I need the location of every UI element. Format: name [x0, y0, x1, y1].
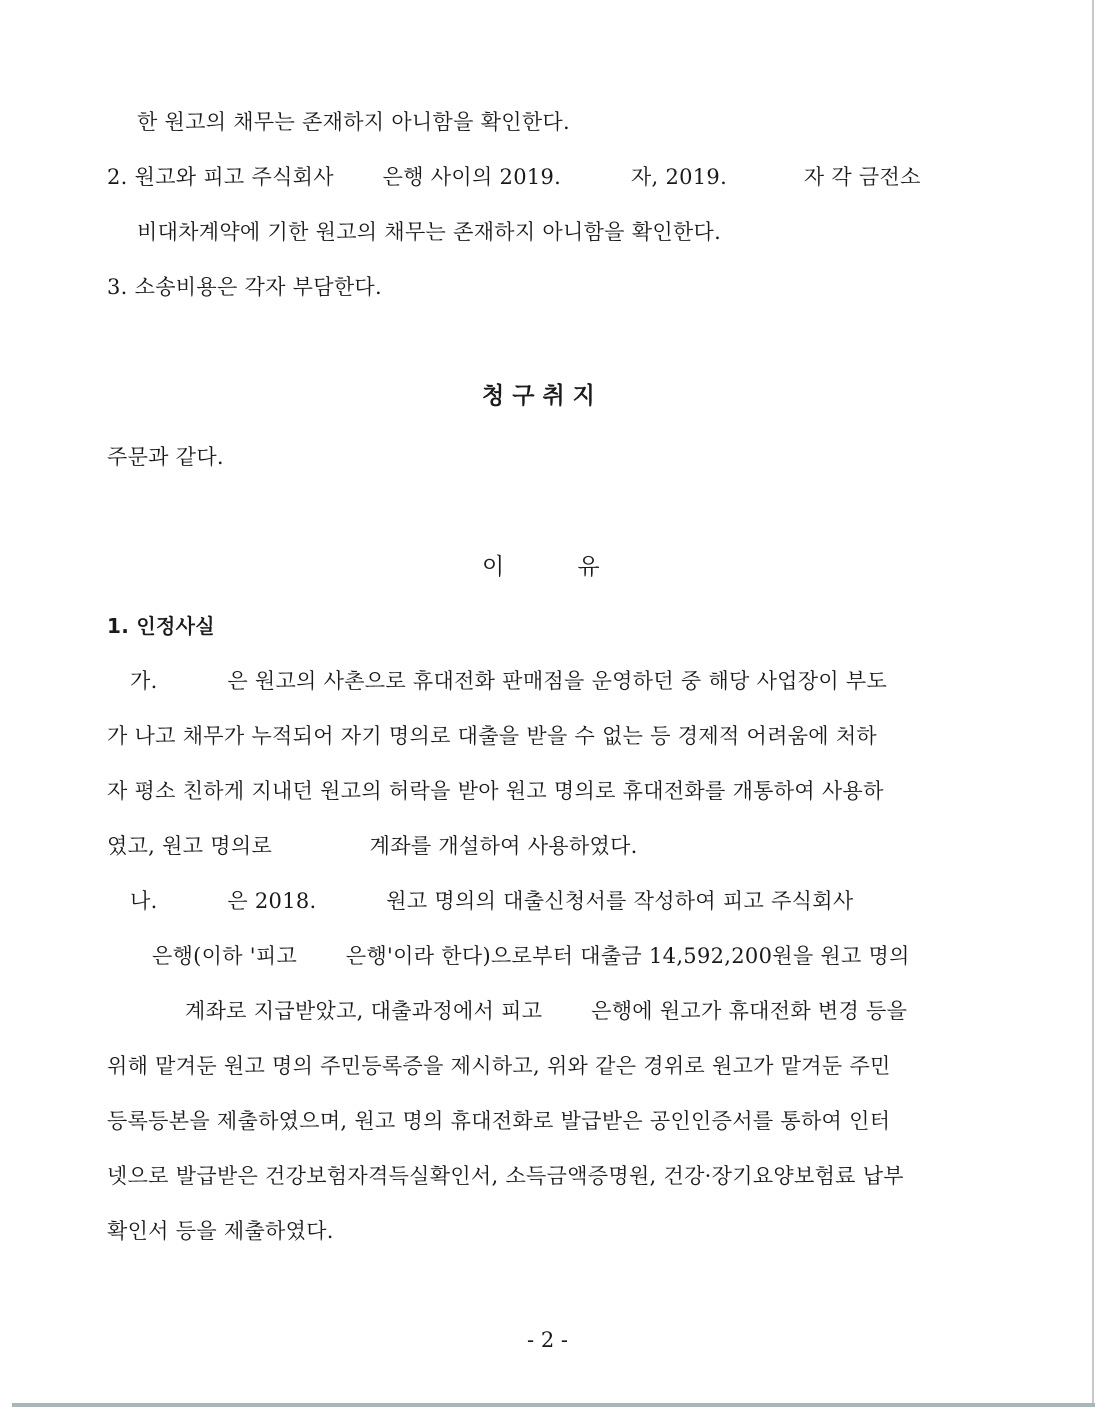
order-line-1: 한 원고의 채무는 존재하지 아니함을 확인한다.: [137, 110, 570, 134]
order-item-2-line-1: 2. 원고와 피고 주식회사 은행 사이의 2019. 자, 2019. 자 각 금전소: [107, 165, 921, 189]
order-item-2-line-2: 비대차계약에 기한 원고의 채무는 존재하지 아니함을 확인한다.: [137, 220, 722, 244]
para-ga-line-2: 가 나고 채무가 누적되어 자기 명의로 대출을 받을 수 없는 등 경제적 어려움에 처하: [107, 724, 878, 748]
para-na-line-1: 나. 은 2018. 원고 명의의 대출신청서를 작성하여 피고 주식회사: [130, 889, 854, 913]
para-na-line-5: 등록등본을 제출하였으며, 원고 명의 휴대전화로 발급받은 공인인증서를 통하여 인터: [107, 1109, 891, 1133]
section-title-facts: 1. 인정사실: [107, 614, 215, 638]
page-bottom-border: [12, 1403, 1095, 1407]
para-na-line-7: 확인서 등을 제출하였다.: [107, 1219, 334, 1243]
para-na-line-4: 위해 맡겨둔 원고 명의 주민등록증을 제시하고, 위와 같은 경위로 원고가 맡겨둔 주민: [107, 1054, 891, 1078]
para-na-line-3: 계좌로 지급받았고, 대출과정에서 피고 은행에 원고가 휴대전화 변경 등을: [185, 999, 908, 1023]
reasons-heading: 이 유: [482, 554, 600, 580]
claim-text: 주문과 같다.: [107, 445, 224, 469]
para-ga-line-3: 자 평소 친하게 지내던 원고의 허락을 받아 원고 명의로 휴대전화를 개통하여 사용하: [107, 779, 884, 803]
para-na-line-2: 은행(이하 '피고 은행'이라 한다)으로부터 대출금 14,592,200원을 원고 명의: [152, 944, 910, 968]
page-right-border: [1092, 0, 1094, 1404]
para-na-line-6: 넷으로 발급받은 건강보험자격득실확인서, 소득금액증명원, 건강·장기요양보험료 납부: [107, 1164, 904, 1188]
order-item-3: 3. 소송비용은 각자 부담한다.: [107, 275, 382, 299]
para-ga-line-1: 가. 은 원고의 사촌으로 휴대전화 판매점을 운영하던 중 해당 사업장이 부도: [130, 669, 888, 693]
claim-heading: 청 구 취 지: [482, 383, 595, 409]
page-number: - 2 -: [527, 1328, 568, 1352]
para-ga-line-4: 였고, 원고 명의로 계좌를 개설하여 사용하였다.: [107, 834, 638, 858]
